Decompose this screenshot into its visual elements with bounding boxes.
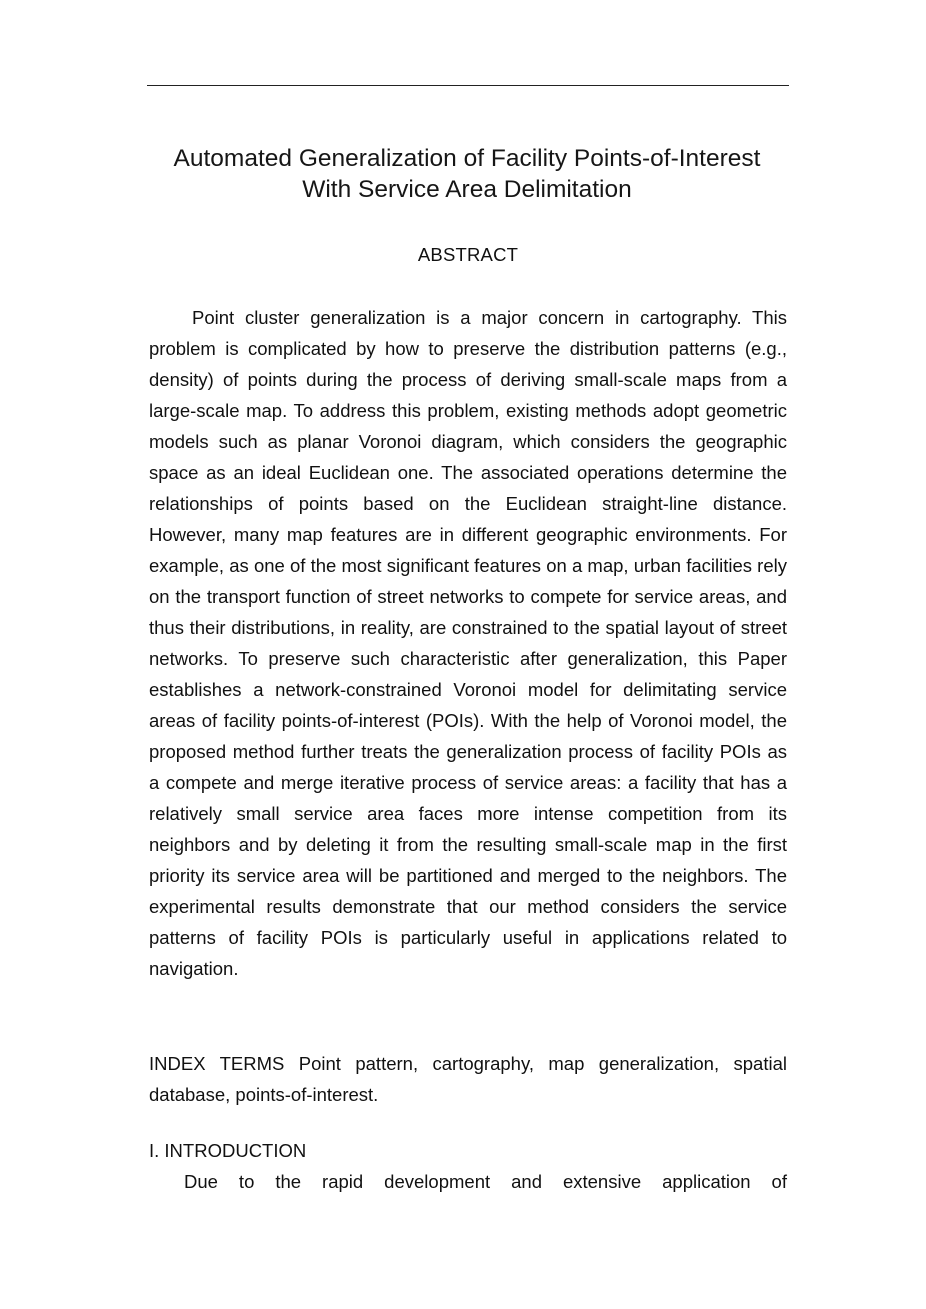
header-rule [147, 85, 789, 86]
title-line-1: Automated Generalization of Facility Points-of-Interest [173, 145, 761, 172]
title-line-2: With Service Area Delimitation [302, 176, 632, 203]
section-heading-introduction: I. INTRODUCTION [149, 1140, 307, 1161]
introduction-body: Due to the rapid development and extensive application of [184, 1171, 787, 1192]
abstract-body: Point cluster generalization is a major concern in cartography. This problem is complicated by how to preserve the distribution patterns (e.g., density) of points during the process of deriving small-scale maps from a large-scale map. To address this problem, existing methods adopt geometric models such as planar Voronoi diagram, which considers the geographic space as an ideal Euclidean one. The associated operations determine the relationships of points based on the Euclidean straight-line distance. However, many map features are in different geographic environments. For example, as one of the most significant features on a map, urban facilities rely on the transport function of street networks to compete for service areas, and thus their distributions, in reality, are constrained to the spatial layout of street networks. To preserve such characteristic after generalization, this Paper establishes a network-constrained Voronoi model for delimitating service areas of facility points-of-interest (POIs). With the help of Voronoi model, the proposed method further treats the generalization process of facility POIs as a compete and merge iterative process of service areas: a facility that has a relatively small service area faces more intense competition from its neighbors and by deleting it from the resulting small-scale map in the first priority its service area will be partitioned and merged to the neighbors. The experimental results demonstrate that our method considers the service patterns of facility POIs is particularly useful in applications related to navigation. [149, 307, 787, 979]
index-terms: INDEX TERMS Point pattern, cartography, map generalization, spatial database, points-of-interest. [149, 1053, 787, 1105]
abstract-heading: ABSTRACT [417, 244, 519, 265]
paper-title [100, 143, 834, 205]
